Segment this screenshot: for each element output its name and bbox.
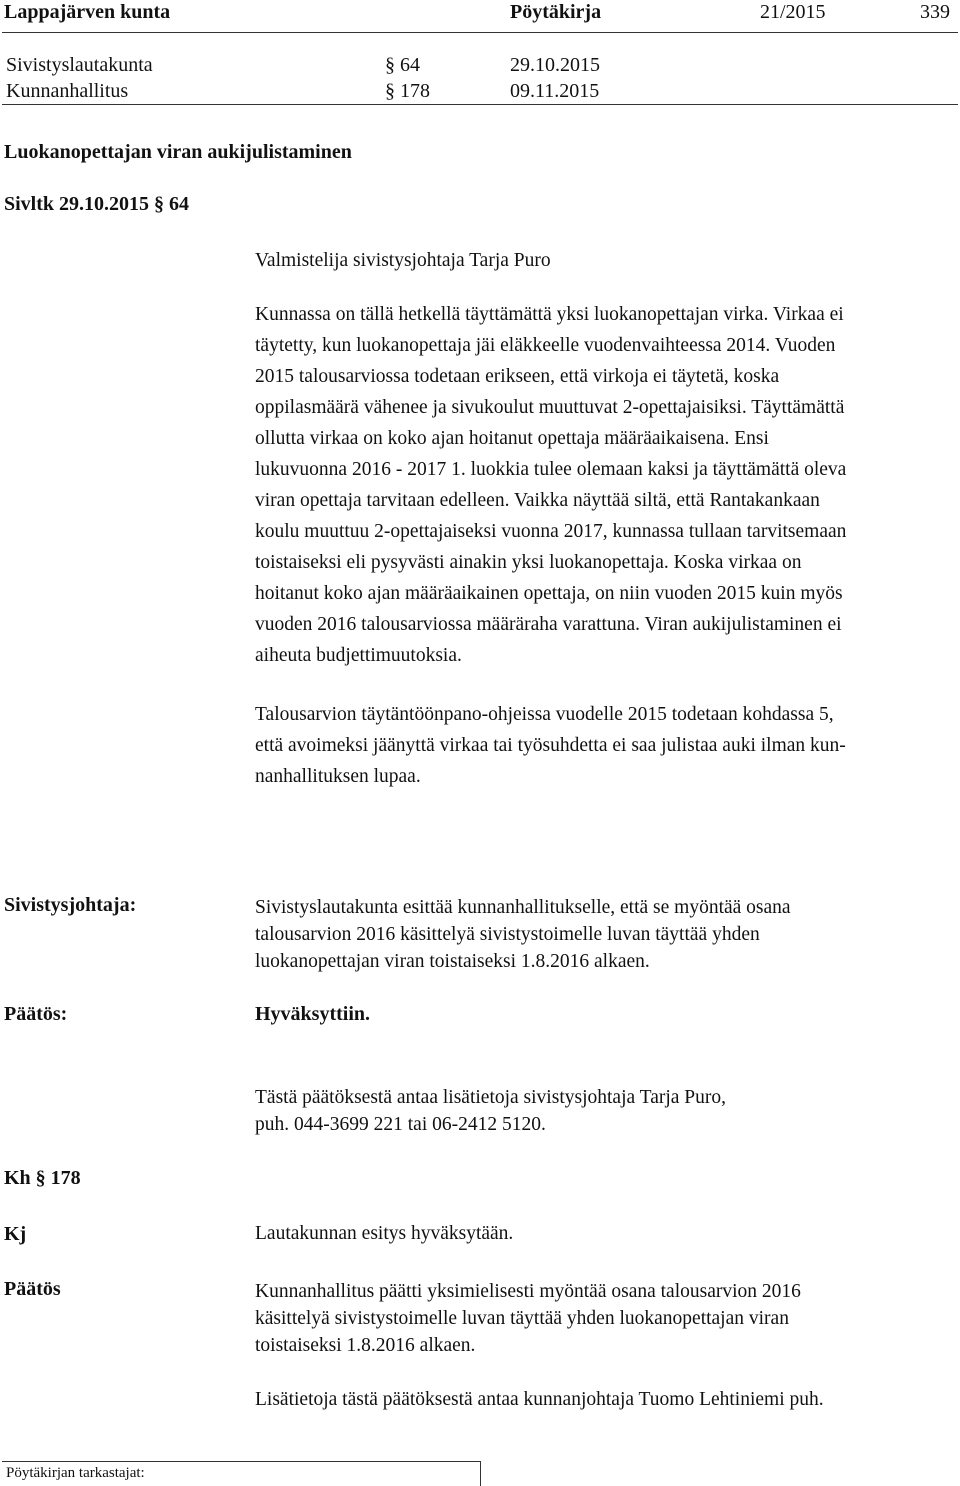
- budget-guideline-paragraph: [255, 699, 955, 792]
- body-name-1: Sivistyslautakunta: [6, 54, 153, 76]
- paragraph-line: nanhallituksen lupaa.: [255, 766, 421, 787]
- decision-text-2: [255, 1278, 955, 1359]
- document-type: Pöytäkirja: [510, 1, 602, 23]
- paragraph-line: Talousarvion täytäntöönpano-ohjeissa vuodelle 2015 todetaan kohdassa 5,: [255, 704, 834, 725]
- committee-divider: [2, 104, 958, 105]
- document-title: Luokanopettajan viran aukijulistaminen: [4, 141, 352, 163]
- decision-line: Kunnanhallitus päätti yksimielisesti myöntää osana talousarvion 2016: [255, 1281, 801, 1302]
- paragraph-line: oppilasmäärä vähenee ja sivukoulut muuttuvat 2-opettajaisiksi. Täyttämättä: [255, 397, 845, 418]
- paragraph-line: ollutta virkaa on koko ajan hoitanut opettaja määräaikaisena. Ensi: [255, 428, 769, 449]
- page-number: 339: [920, 1, 950, 23]
- decision-line: toistaiseksi 1.8.2016 alkaen.: [255, 1335, 476, 1356]
- paragraph-line: täytetty, kun luokanopettaja jäi eläkkeelle vuodenvaihteessa 2014. Vuoden: [255, 335, 836, 356]
- proposal-line: talousarvion 2016 käsittelyä sivistystoimelle luvan täyttää yhden: [255, 924, 760, 945]
- paragraph-line: viran opettaja tarvitaan edelleen. Vaikka näyttää siltä, että Rantakankaan: [255, 490, 820, 511]
- issue-number: 21/2015: [760, 1, 826, 23]
- decision-text-1: Hyväksyttiin.: [255, 1003, 371, 1025]
- info-contact-1: [255, 1084, 955, 1138]
- minutes-checkers-box: [2, 1461, 481, 1486]
- header-divider: [2, 32, 958, 33]
- info-contact-2: Lisätietoja tästä päätöksestä antaa kunnanjohtaja Tuomo Lehtiniemi puh.: [255, 1389, 824, 1410]
- paragraph-line: Kunnassa on tällä hetkellä täyttämättä yksi luokanopettajan virka. Virkaa ei: [255, 304, 844, 325]
- paragraph-line: aiheuta budjettimuutoksia.: [255, 645, 462, 666]
- sivltk-label: Sivltk 29.10.2015 § 64: [4, 193, 190, 215]
- proposal-line: Sivistyslautakunta esittää kunnanhallitukselle, että se myöntää osana: [255, 897, 791, 918]
- paragraph-line: toistaiseksi eli pysyvästi ainakin yksi luokanopettaja. Koska virkaa on: [255, 552, 802, 573]
- body-name-2: Kunnanhallitus: [6, 80, 129, 102]
- decision-label-2: Päätös: [4, 1278, 61, 1300]
- info-line: Tästä päätöksestä antaa lisätietoja sivistysjohtaja Tarja Puro,: [255, 1087, 727, 1108]
- proposal-text: [255, 894, 955, 975]
- kh-section-label: Kh § 178: [4, 1167, 81, 1189]
- body-date-2: 09.11.2015: [510, 80, 600, 102]
- paragraph-line: 2015 talousarviossa todetaan erikseen, että virkoja ei täytetä, koska: [255, 366, 780, 387]
- minutes-checkers-label: Pöytäkirjan tarkastajat:: [6, 1465, 145, 1481]
- decision-label-1: Päätös:: [4, 1003, 68, 1025]
- main-paragraph: [255, 299, 955, 671]
- info-line: puh. 044-3699 221 tai 06-2412 5120.: [255, 1114, 546, 1135]
- body-section-2: § 178: [385, 80, 430, 102]
- paragraph-line: että avoimeksi jäänyttä virkaa tai työsuhdetta ei saa julistaa auki ilman kun-: [255, 735, 846, 756]
- kj-label: Kj: [4, 1223, 27, 1245]
- body-section-1: § 64: [385, 54, 420, 76]
- paragraph-line: hoitanut koko ajan määräaikainen opettaja, on niin vuoden 2015 kuin myös: [255, 583, 843, 604]
- paragraph-line: vuoden 2016 talousarviossa määräraha varattuna. Viran aukijulistaminen ei: [255, 614, 842, 635]
- decision-line: käsittelyä sivistystoimelle luvan täyttää yhden luokanopettajan viran: [255, 1308, 789, 1329]
- paragraph-line: koulu muuttuu 2-opettajaiseksi vuonna 2017, kunnassa tullaan tarvitsemaan: [255, 521, 847, 542]
- kj-text: Lautakunnan esitys hyväksytään.: [255, 1223, 514, 1244]
- preparer-line: Valmistelija sivistysjohtaja Tarja Puro: [255, 250, 551, 271]
- proposal-label: Sivistysjohtaja:: [4, 894, 137, 916]
- proposal-line: luokanopettajan viran toistaiseksi 1.8.2016 alkaen.: [255, 951, 650, 972]
- municipality-name: Lappajärven kunta: [4, 1, 171, 23]
- paragraph-line: lukuvuonna 2016 - 2017 1. luokkia tulee olemaan kaksi ja täyttämättä oleva: [255, 459, 847, 480]
- body-date-1: 29.10.2015: [510, 54, 600, 76]
